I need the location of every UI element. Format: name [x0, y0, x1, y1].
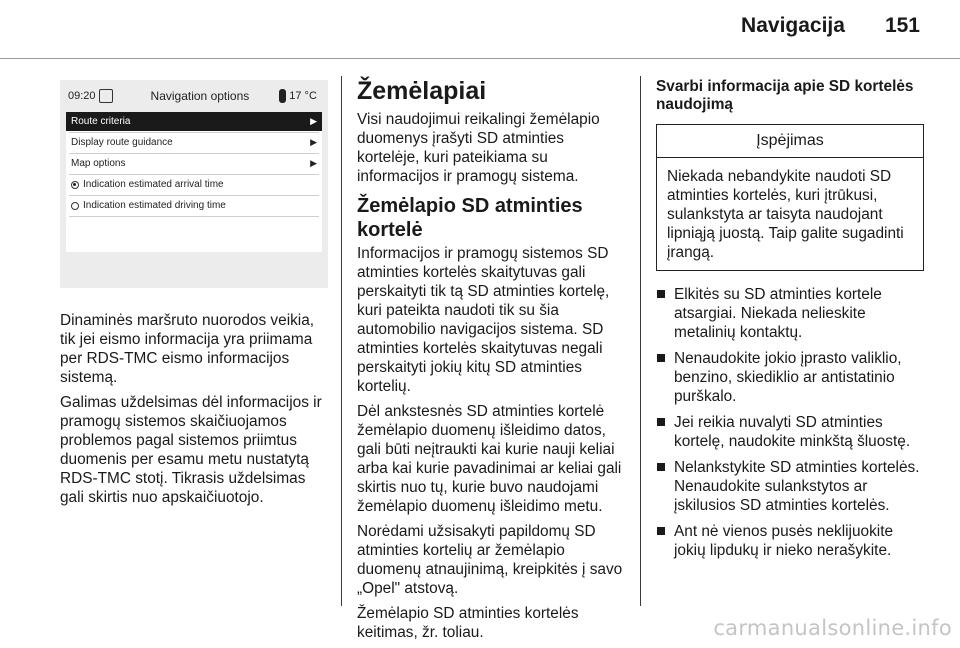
page-number: 151	[884, 14, 920, 37]
column-3	[656, 78, 924, 567]
bullet-list	[656, 285, 924, 560]
chevron-right-icon: ▶	[310, 158, 317, 168]
header-divider	[0, 58, 960, 59]
navigation-icon	[99, 89, 113, 103]
watermark: carmanualsonline.info	[713, 616, 952, 640]
menu-item-label: Map options	[71, 158, 126, 169]
list-item: Jei reikia nuvalyti SD atminties kortelę, naudokite minkštą šluostę.	[656, 413, 924, 451]
thermometer-icon	[279, 89, 286, 103]
list-item: Nelankstykite SD atminties kortelės. Nenaudokite sulankstytos ar įskilusios SD atminties kortelės.	[656, 458, 924, 515]
paragraph: Dėl ankstesnės SD atminties kortelė žemėlapio duomenų išleidimo datos, gali būti neįtraukti kai kurie nauji keliai arba kai kurie pavadinimai ar keliai gali skirtis nuo tų, kurie buvo naudojami žemėlapio duomenų išleidimo metu.	[357, 403, 622, 515]
screen-title: Navigation options	[150, 89, 250, 103]
radio-label: Indication estimated arrival time	[83, 179, 224, 190]
page-header	[741, 14, 920, 38]
paragraph: Dinaminės maršruto nuorodos veikia, tik jei eismo informacija yra priimama per RDS-TMC eismo informacijos sistemą.	[60, 312, 315, 386]
column-1	[60, 80, 330, 513]
menu-item-label: Display route guidance	[71, 137, 173, 148]
menu-item-label: Route criteria	[71, 116, 131, 127]
navigation-screen-illustration	[60, 80, 328, 288]
menu-divider	[69, 216, 319, 217]
radio-option-arrival-time[interactable]	[66, 175, 322, 194]
screen-clock: 09:20	[68, 90, 96, 102]
radio-label: Indication estimated driving time	[83, 200, 226, 211]
column-2	[357, 76, 627, 648]
menu-item-route-criteria[interactable]	[66, 112, 322, 131]
screen-status-bar	[66, 85, 322, 107]
chevron-right-icon: ▶	[310, 116, 317, 126]
menu-item-display-route-guidance[interactable]	[66, 133, 322, 152]
list-item: Elkitės su SD atminties kortele atsargiai. Niekada nelieskite metalinių kontaktų.	[656, 285, 924, 342]
paragraph: Informacijos ir pramogų sistemos SD atminties kortelės skaitytuvas gali perskaityti tik tą SD atminties kortelę, kuri pateikta naudoti tik su šia automobilio navigacijos sistema. SD atminties kortelės skaitytuvas negali perskaityti jokių kitų SD atminties kortelių.	[357, 245, 610, 395]
warning-title: Įspėjimas	[657, 125, 923, 158]
list-item: Nenaudokite jokio įprasto valiklio, benzino, skiediklio ar antistatinio purškalo.	[656, 349, 924, 406]
subsection-title: Svarbi informacija apie SD kortelės naudojimą	[656, 78, 914, 113]
screen-temperature: 17 °C	[289, 90, 317, 102]
subsection-title: Žemėlapio SD atminties kortelė	[357, 195, 583, 241]
section-name: Navigacija	[741, 14, 845, 37]
warning-box	[656, 124, 924, 271]
warning-text: Niekada nebandykite naudoti SD atminties kortelės, kuri įtrūkusi, sulankstyta ar taisyta naudojant lipniąją juostą. Taip galite sugadinti įrangą.	[667, 168, 904, 261]
display-screen	[66, 89, 322, 252]
paragraph: Norėdami užsisakyti papildomų SD atminties kortelių ar žemėlapio duomenų atnaujinimą, kreipkitės į savo „Opel" atstovą.	[357, 523, 623, 597]
radio-selected-icon	[71, 181, 79, 189]
section-title: Žemėlapiai	[357, 77, 487, 105]
radio-unselected-icon	[71, 202, 79, 210]
paragraph: Galimas uždelsimas dėl informacijos ir pramogų sistemos skaičiuojamos problemos pagal sistemos priimtus duomenis per esamu metu nustatytą RDS-TMC stotį. Tikrasis uždelsimas gali skirtis nuo apskaičiuotojo.	[60, 394, 322, 506]
list-item: Ant nė vienos pusės neklijuokite jokių lipdukų ir nieko nerašykite.	[656, 522, 924, 560]
radio-option-driving-time[interactable]	[66, 196, 322, 215]
column-divider-1	[341, 76, 342, 606]
intro-paragraph: Visi naudojimui reikalingi žemėlapio duomenys įrašyti SD atminties kortelėje, kuri pateikiama su informacijos ir pramogų sistema.	[357, 111, 600, 185]
column-divider-2	[640, 76, 641, 606]
menu-item-map-options[interactable]	[66, 154, 322, 173]
chevron-right-icon: ▶	[310, 137, 317, 147]
paragraph: Žemėlapio SD atminties kortelės keitimas, žr. toliau.	[357, 605, 579, 641]
